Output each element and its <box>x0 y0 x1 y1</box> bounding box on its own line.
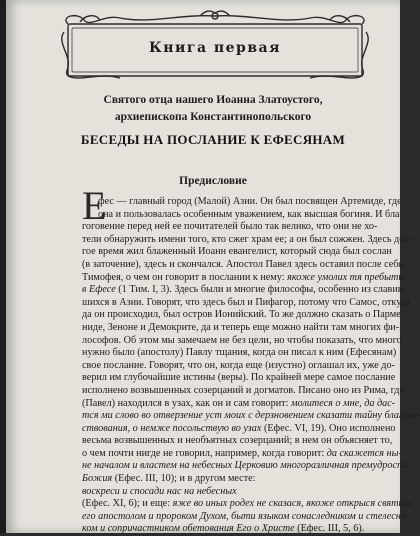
text-line <box>82 233 413 247</box>
text-line <box>82 221 378 234</box>
text-line <box>82 208 403 222</box>
text-segment: фес — главный город (Малой) Азии. Он был посвящен Артемиде, где <box>98 196 402 207</box>
book-page <box>6 0 420 535</box>
italic-quote: его апостолом и пророком Духом, быти языком сонаследником и стелесни- <box>82 510 410 522</box>
text-line <box>82 284 406 297</box>
text-segment: весьма возвышенных и необъятных созерцаний; в нем он объясняет то, <box>82 435 393 447</box>
text-line <box>82 321 400 335</box>
text-line <box>82 486 374 499</box>
text-line <box>82 196 402 209</box>
text-segment: Тимофея, о чем он говорит в послании к нему: <box>82 271 288 283</box>
text-segment: лософов. Об этом мы замечаем не без цели, но чтобы показать, что много <box>82 334 402 346</box>
text-line <box>82 309 405 322</box>
work-title: БЕСЕДЫ НА ПОСЛАНИЕ К ЕФЕСЯНАМ <box>80 132 346 147</box>
text-line <box>82 397 396 411</box>
text-line <box>82 258 406 272</box>
text-line <box>82 384 404 398</box>
text-segment: (Ефес. VI, 19). Оно исполнено <box>261 422 396 434</box>
text-segment: она и пользовалась особенным уважением, как высшая богиня. И бла- <box>98 208 403 220</box>
text-line <box>82 422 396 436</box>
italic-quote: тся ми слово во отверзение уст моих с дерзновением сказати тайну благове- <box>82 410 420 422</box>
text-segment: шихся в Азии. Говорят, что здесь был и Пифагор, потому что Самос, откуда <box>82 296 411 308</box>
book-title: Книга первая <box>149 40 281 56</box>
text-line <box>82 359 395 373</box>
italic-quote: не началом и властем на небесных Церковию многоразличная премудрость <box>82 460 409 472</box>
italic-quote: да скажется ны- <box>326 447 402 459</box>
text-segment: (1 Тим. I, 3). Здесь были и многие философы, особенно из славив- <box>115 284 406 296</box>
italic-quote: ствования, о немже посольствую во узах <box>82 422 262 434</box>
text-line <box>82 523 374 536</box>
body-text <box>82 196 420 536</box>
text-line <box>82 510 410 524</box>
text-segment: (Ефес. III, 10); и в другом месте: <box>112 473 256 485</box>
text-line <box>82 435 393 448</box>
text-line <box>82 246 392 259</box>
text-line <box>82 447 402 461</box>
text-segment: нужно было (апостолу) Павлу тщания, когда он писал к ним (Ефесянам) <box>82 347 397 359</box>
author-line-2: архиепископа Константинопольского <box>114 111 312 123</box>
author-line-1: Святого отца нашего Иоанна Златоустого, <box>103 94 323 106</box>
italic-quote: яже во иных родех не сказася, якоже открыся святым <box>172 498 412 510</box>
text-segment: (Павел) находился в узах, как он и сам говорит: <box>82 397 291 409</box>
text-line <box>82 460 409 473</box>
text-line <box>82 296 411 310</box>
text-segment: гое время жил блаженный Иоанн евангелист, который сюда был сослан <box>82 246 392 258</box>
italic-quote: молитеся о мне, да дас- <box>291 397 396 409</box>
italic-quote: в Ефесе <box>82 284 116 296</box>
italic-quote: якоже умолих тя пребыти <box>287 271 404 283</box>
ornamental-header-frame <box>60 10 370 82</box>
text-segment: о чем почти нигде не говорил, например, когда говорит: <box>82 447 327 459</box>
author-heading <box>36 92 390 126</box>
text-segment: верил им глубочайшие истины (веры). По крайней мере самое послание <box>82 372 396 384</box>
text-segment: гоговение перед ней ее почитателей было так велико, что они не хо- <box>82 221 378 233</box>
text-line <box>82 334 402 348</box>
text-segment: исполнено возвышенных созерцаний и догматов. Писано оно из Рима, где <box>82 384 404 396</box>
text-line <box>82 347 397 360</box>
text-line <box>82 498 412 511</box>
text-segment: ниде, Зеноне и Демокрите, да и теперь еще можно найти там многих фи- <box>82 321 400 333</box>
text-segment: (в заточение), здесь и скончался. Апостол Павел здесь оставил после себя, <box>82 258 406 270</box>
section-title: Предисловие <box>179 175 247 187</box>
text-line <box>82 473 374 486</box>
text-segment: (Ефес. XI, 6); и еще: <box>82 498 173 510</box>
italic-quote: воскреси и спосади нас на небесных <box>82 485 237 497</box>
text-segment: да он происходил, был остров Ионийский. То же должно сказать о Парме- <box>82 309 405 321</box>
text-line <box>82 271 404 285</box>
text-segment: тели обнаружить имени того, кто сжег храм ее; а он был сожжен. Здесь дол- <box>82 233 413 245</box>
drop-cap: Е <box>82 183 107 228</box>
text-line <box>82 410 420 423</box>
text-line <box>82 372 396 385</box>
italic-quote: ком и сопричастником обетования Его о Христе <box>82 523 295 535</box>
text-segment: свое послание. Говорят, что он, когда еще (изустно) оглашал их, уже до- <box>82 359 395 371</box>
italic-quote: Божия <box>82 473 113 485</box>
text-segment: (Ефес. III, 5, 6). <box>294 523 365 535</box>
